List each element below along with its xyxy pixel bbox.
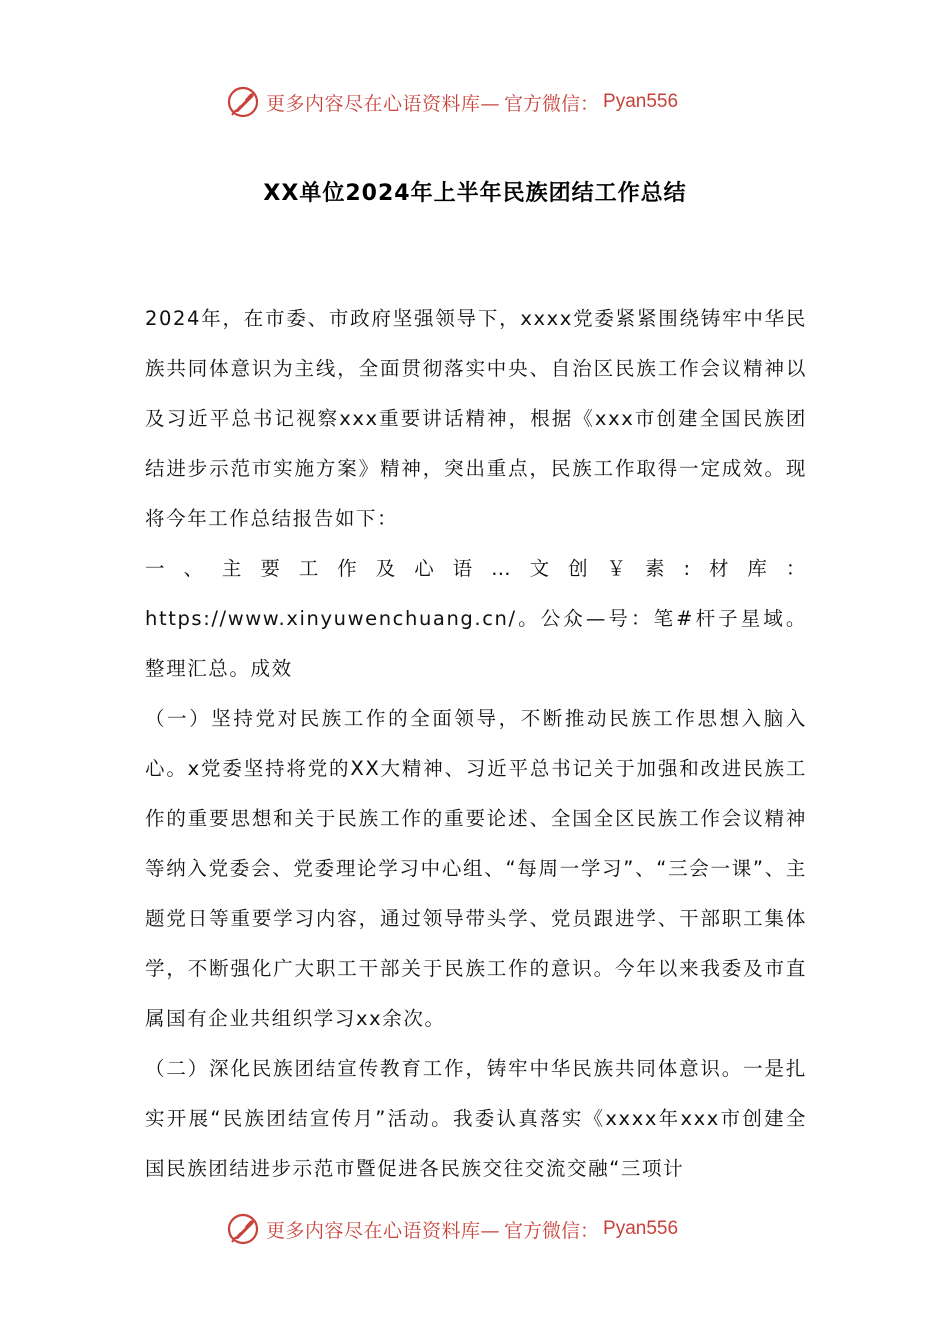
wechat-id: Pyan556 xyxy=(603,1218,679,1239)
header-watermark-banner xyxy=(226,82,726,122)
wechat-id: Pyan556 xyxy=(603,91,679,112)
wechat-label: 官方微信： xyxy=(504,92,600,115)
footer-watermark-banner xyxy=(226,1209,726,1249)
paragraph-item-2: （二）深化民族团结宣传教育工作，铸牢中华民族共同体意识。一是扎实开展“民族团结宣传月”活动。我委认真落实《xxxx年xxx市创建全国民族团结进步示范市暨促进各民族交往交流交融“三项计 xyxy=(145,1057,807,1180)
quill-pen-circle-logo-icon xyxy=(226,1212,260,1246)
paragraph-intro: 2024年，在市委、市政府坚强领导下，xxxx党委紧紧围绕铸牢中华民族共同体意识为主线，全面贯彻落实中央、自治区民族工作会议精神以及习近平总书记视察xxx重要讲话精神，根据《xxx市创建全国民族团结进步示范市实施方案》精神，突出重点，民族工作取得一定成效。现将今年工作总结报告如下： xyxy=(145,307,807,530)
paragraph-section-heading: 一、主要工作及心语…文创￥素:材库：https://www.xinyuwenchuang.cn/。公众—号：笔#杆子星域。整理汇总。成效 xyxy=(145,557,807,680)
watermark-text: 更多内容尽在心语资料库— xyxy=(266,1219,501,1242)
quill-pen-circle-logo-icon xyxy=(226,85,260,119)
watermark-text: 更多内容尽在心语资料库— xyxy=(266,92,501,115)
document-body xyxy=(145,294,807,1194)
document-title: XX单位2024年上半年民族团结工作总结 xyxy=(263,181,687,206)
wechat-label: 官方微信： xyxy=(504,1219,600,1242)
paragraph-item-1: （一）坚持党对民族工作的全面领导，不断推动民族工作思想入脑入心。x党委坚持将党的XX大精神、习近平总书记关于加强和改进民族工作的重要思想和关于民族工作的重要论述、全国全区民族工作会议精神等纳入党委会、党委理论学习中心组、“每周一学习”、“三会一课”、主题党日等重要学习内容，通过领导带头学、党员跟进学、干部职工集体学，不断强化广大职工干部关于民族工作的意识。今年以来我委及市直属国有企业共组织学习xx余次。 xyxy=(145,707,807,1030)
